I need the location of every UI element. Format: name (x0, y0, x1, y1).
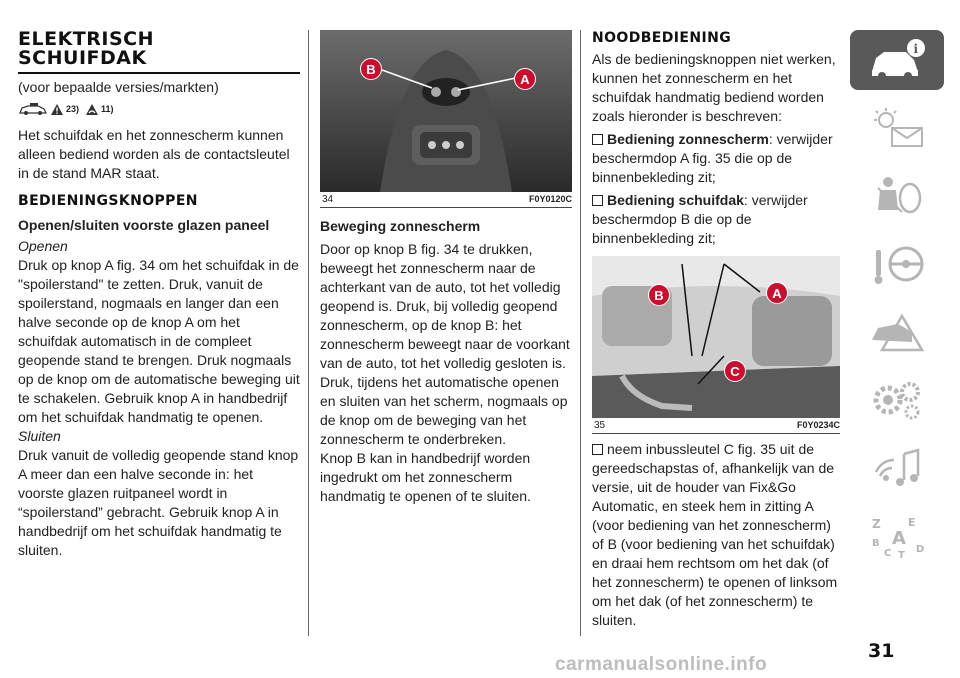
figure-34-caption (320, 192, 572, 208)
page-number: 31 (868, 640, 895, 662)
sunscreen-paragraph: Door op knop B fig. 34 te drukken, beweegt het zonnescherm naar de achterkant van de auto, tot het volledig geopend is. Druk, bij volledig geopend zonnescherm, op de knop B: het zonnescherm beweegt naar de voorkant van de auto, tot het volledig gesloten is. Druk, tijdens het automatische openen en sluiten van het scherm, nogmaals op de knop om de beweging van het zonnescherm te onderbreken. (320, 241, 570, 447)
label-b-badge: B (360, 58, 382, 80)
subsection-title-sunscreen: Beweging zonnescherm (320, 218, 481, 234)
left-column (18, 30, 300, 560)
tab-index[interactable] (850, 506, 944, 566)
column-divider (580, 30, 581, 636)
svg-text:B: B (872, 538, 880, 549)
warning-ref-1: 23) (66, 104, 80, 114)
figure-34-photo (320, 30, 572, 192)
warning-references (18, 98, 300, 120)
svg-text:Z: Z (872, 517, 881, 531)
open-paragraph: Druk op knop A fig. 34 om het schuifdak in de "spoilerstand" te zetten. Druk, vanuit de spoilerstand, nogmaals en langer dan een halve seconde op de knop A om het schuifdak automatisch in de compleet geopende stand te brengen. Druk nogmaals op de knop om de automatische beweging uit te schakelen. Gebruik knop A in handbedrijf om het schuifdak handmatig te openen. (18, 257, 300, 425)
figure-code: F0Y0234C (796, 420, 840, 430)
figure-number: 34 (322, 194, 334, 205)
index-alphabet-icon (868, 514, 928, 558)
safety-airbag-icon (868, 174, 928, 218)
figure-number: 35 (594, 420, 606, 431)
emergency-intro: Als de bedieningsknoppen niet werken, kunnen het zonnescherm en het schuifdak handmatig bediend worden zoals hieronder is beschreven: (592, 51, 836, 124)
svg-text:C: C (884, 548, 892, 558)
subsection-title-front-panel: Openen/sluiten voorste glazen paneel (18, 217, 270, 233)
figure-35-caption (592, 418, 840, 434)
maintenance-gears-icon (868, 378, 928, 422)
tab-car-info[interactable] (850, 30, 944, 90)
tab-multimedia[interactable] (850, 438, 944, 498)
right-column (592, 30, 840, 630)
svg-text:E: E (908, 516, 916, 529)
availability-note: (voor bepaalde versies/markten) (18, 79, 219, 95)
watermark-text: carmanualsonline.info (555, 654, 768, 675)
svg-text:D: D (916, 544, 925, 555)
svg-text:A: A (892, 528, 906, 549)
warning-triangle-icon (50, 103, 64, 116)
cabin-roof-illustration (592, 256, 840, 418)
checkbox-bullet-icon (592, 195, 603, 206)
section-title-emergency: NOODBEDIENING (592, 30, 732, 46)
tab-starting-driving[interactable] (850, 234, 944, 294)
bullet-hex-key: neem inbussleutel C fig. 35 uit de gereedschapstas of, afhankelijk van de versie, uit de houder van Fix&Go Automatic, en steek hem in zitting A (voor bediening van het zonnescherm) of B (voor bediening van het schuifdak) en draai hem rechtsom om het dak (of het zonnescherm) te openen of linksom om het dak (of het zonnescherm) te sluiten. (592, 441, 838, 628)
dashboard-lights-icon (868, 106, 928, 150)
close-label: Sluiten (18, 428, 61, 444)
tab-dashboard-lights[interactable] (850, 98, 944, 158)
car-info-icon (868, 38, 928, 82)
bullet-sunroof: Bediening schuifdak: verwijder beschermdop B die op de binnenbekleding zit; (592, 192, 808, 246)
svg-text:i: i (913, 42, 919, 56)
steering-key-icon (868, 242, 928, 286)
column-divider (308, 30, 309, 636)
tab-safety[interactable] (850, 166, 944, 226)
close-paragraph: Druk vanuit de volledig geopende stand knop A meer dan een halve seconde in: het voorste glazen ruitpaneel wordt in “spoilerstand” gebracht. Gebruik knop A in handbedrijf om het schuifdak handmatig te sluiten. (18, 447, 299, 558)
middle-column (320, 30, 572, 506)
warning-ref-2: 11) (101, 104, 114, 114)
sunscreen-manual-paragraph: Knop B kan in handbedrijf worden ingedrukt om het zonnescherm handmatig te openen of te sluiten. (320, 450, 531, 504)
figure-35-photo (592, 256, 840, 418)
chapter-sidebar (850, 30, 960, 574)
label-b-badge: B (648, 284, 670, 306)
tab-emergency[interactable] (850, 302, 944, 362)
section-title-controls: BEDIENINGSKNOPPEN (18, 193, 198, 209)
checkbox-bullet-icon (592, 134, 603, 145)
svg-text:T: T (898, 550, 905, 558)
roof-console-illustration (320, 30, 572, 192)
open-label: Openen (18, 238, 68, 254)
figure-code: F0Y0120C (528, 194, 572, 204)
caution-triangle-icon (85, 103, 99, 116)
label-c-badge: C (724, 360, 746, 382)
label-a-badge: A (514, 68, 536, 90)
checkbox-bullet-icon (592, 444, 603, 455)
label-a-badge: A (766, 282, 788, 304)
multimedia-music-icon (868, 446, 928, 490)
warning-emergency-icon (868, 310, 928, 354)
intro-paragraph: Het schuifdak en het zonnescherm kunnen alleen bediend worden als de contactsleutel in de stand MAR staat. (18, 127, 290, 181)
page-title: ELEKTRISCH SCHUIFDAK (18, 30, 300, 74)
sunroof-car-icon (18, 102, 48, 116)
bullet-sunscreen: Bediening zonnescherm: verwijder beschermdop A fig. 35 die op de binnenbekleding zit; (592, 131, 833, 185)
tab-maintenance[interactable] (850, 370, 944, 430)
